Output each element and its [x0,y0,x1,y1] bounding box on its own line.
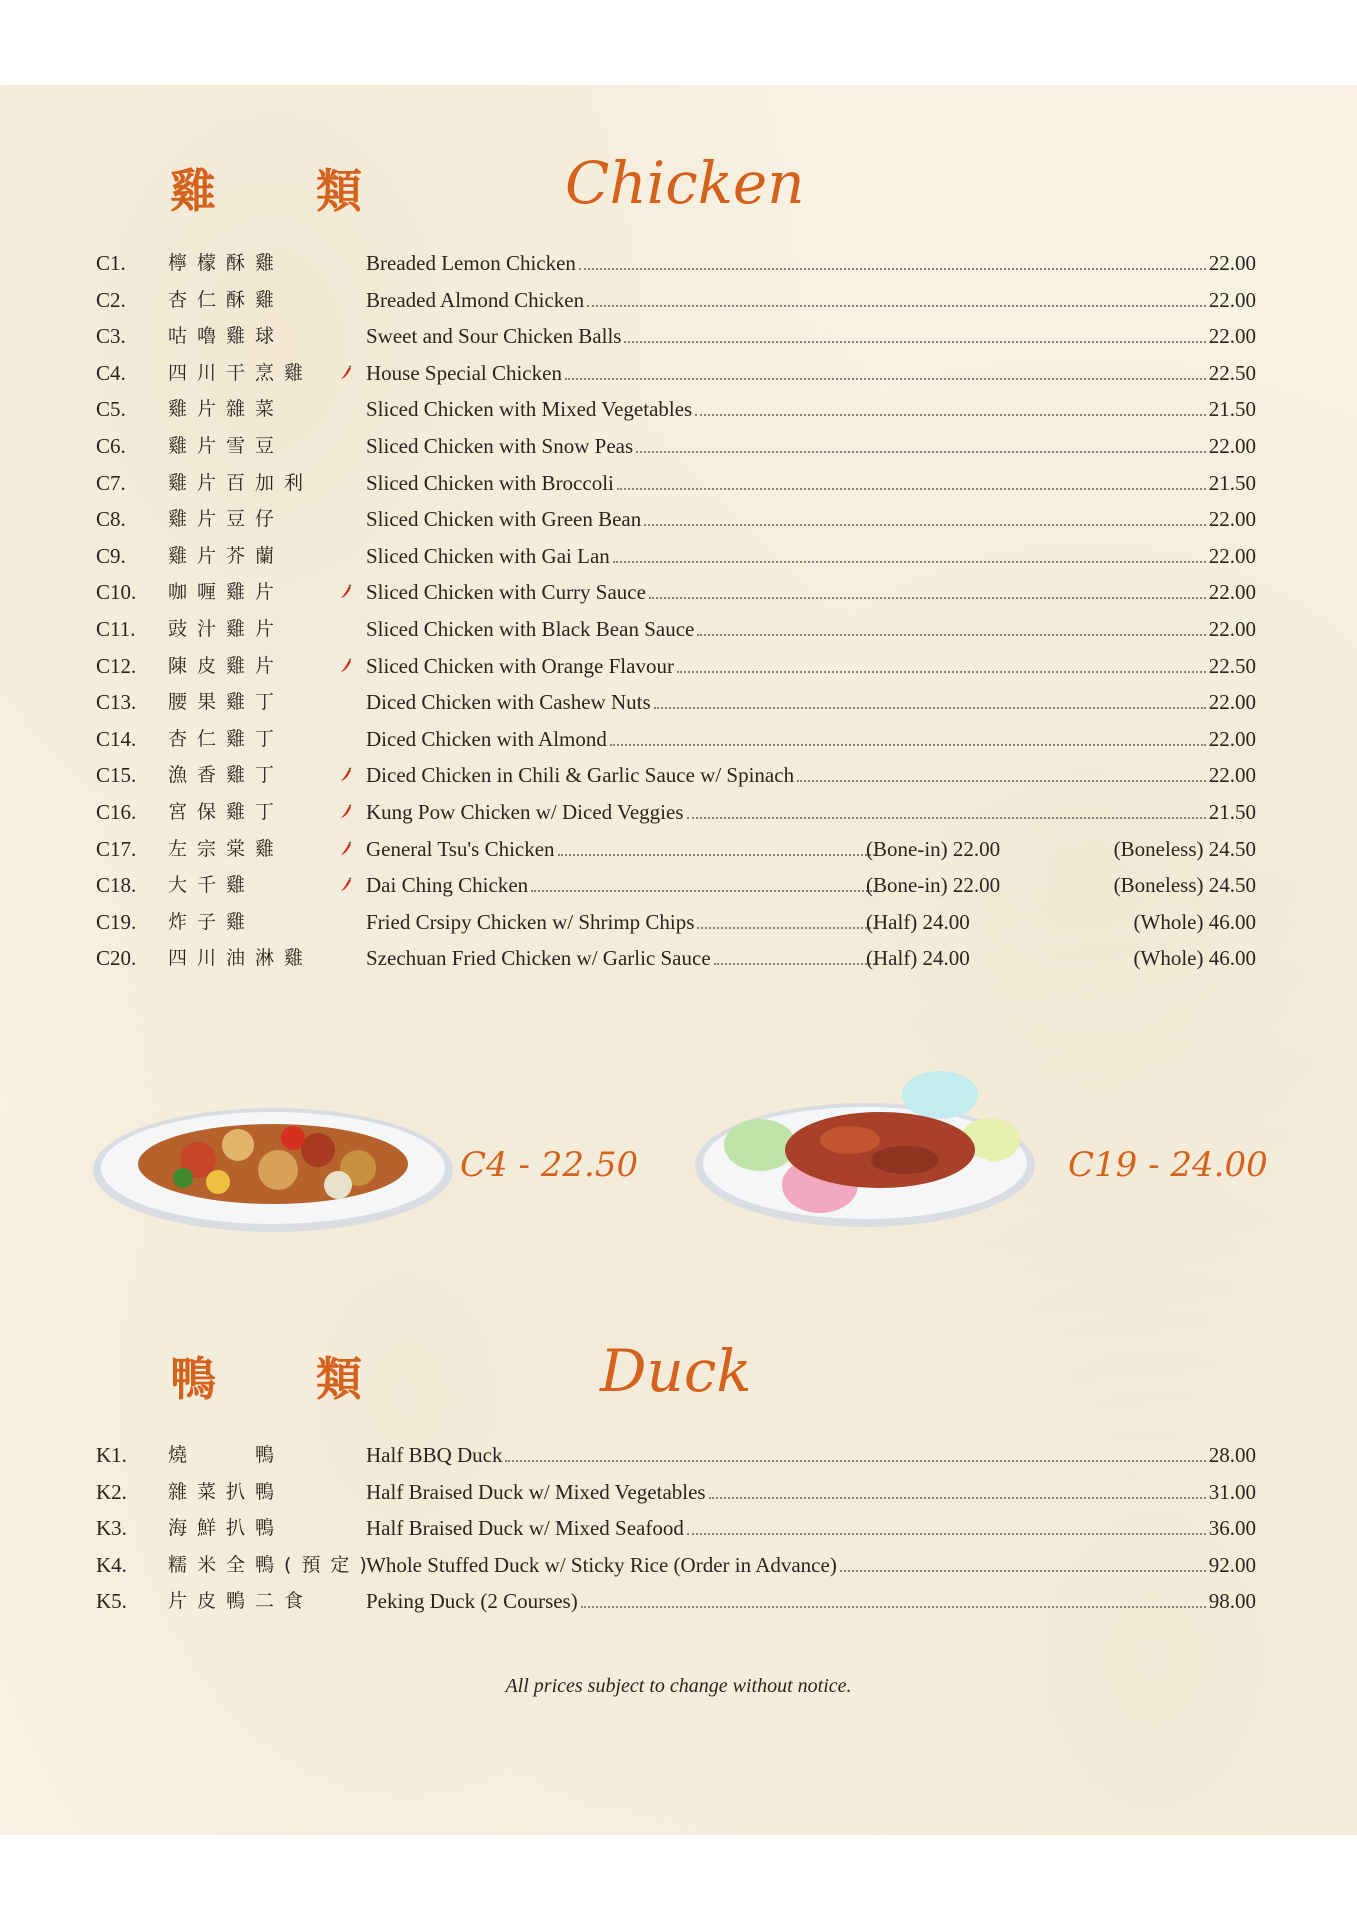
item-name-with-leader [366,831,878,868]
dot-leader [636,451,1206,453]
item-price-option-1: (Bone-in) 22.00 [866,873,1001,898]
item-name-with-leader [366,904,878,941]
photo-caption-c4: C4 - 22.50 [460,1145,639,1185]
dot-leader [624,341,1205,343]
item-code: C17. [96,836,137,861]
item-name-chinese: 四川干烹雞 [168,361,314,384]
dot-leader [649,597,1206,599]
item-name-with-leader [366,867,878,904]
item-price: 22.00 [1208,690,1256,715]
item-name: Diced Chicken in Chili & Garlic Sauce w/ Spinach [366,763,795,788]
dot-leader [610,744,1206,746]
item-name: Half Braised Duck w/ Mixed Seafood [366,1516,684,1541]
item-code: C5. [96,397,126,422]
menu-item-row [96,794,1256,831]
item-code: C19. [96,909,137,934]
item-code: K2. [96,1479,127,1504]
item-name-with-leader [366,1547,1256,1584]
item-name: Sliced Chicken with Black Bean Sauce [366,616,695,641]
item-name-with-leader [366,391,1256,428]
item-code: C20. [96,946,137,971]
item-name: Sliced Chicken with Orange Flavour [366,653,674,678]
duck-title-chinese: 鴨 類 [170,1352,405,1406]
item-name-chinese: 雞片豆仔 [168,508,285,531]
item-price: 22.00 [1208,580,1256,605]
item-code: C10. [96,580,137,605]
item-name: Kung Pow Chicken w/ Diced Veggies [366,799,684,824]
item-name: Whole Stuffed Duck w/ Sticky Rice (Order in Advance) [366,1552,837,1577]
menu-item-row [96,648,1256,685]
chili-pepper-icon [340,842,352,856]
menu-item-row [96,465,1256,502]
menu-item-row [96,391,1256,428]
item-code: C6. [96,433,126,458]
item-code: C2. [96,287,126,312]
item-name: Sliced Chicken with Mixed Vegetables [366,397,693,422]
item-name-with-leader [366,684,1256,721]
item-price: 22.00 [1208,433,1256,458]
item-price: 21.50 [1208,799,1256,824]
item-name: Diced Chicken with Almond [366,726,607,751]
menu-item-row [96,611,1256,648]
item-price: 98.00 [1208,1589,1256,1614]
item-price: 22.50 [1208,653,1256,678]
item-price: 21.50 [1208,397,1256,422]
item-name-with-leader [366,648,1256,685]
item-code: C13. [96,690,137,715]
menu-item-row [96,1437,1256,1474]
dot-leader [531,890,875,892]
dot-leader [644,524,1205,526]
item-name: General Tsu's Chicken [366,836,555,861]
item-price: 21.50 [1208,470,1256,495]
dot-leader [579,268,1206,270]
item-code: C1. [96,251,126,275]
price-disclaimer: All prices subject to change without notice. [505,1675,852,1697]
chicken-title-chinese: 雞 類 [170,164,405,218]
item-code: C18. [96,873,137,898]
item-price: 22.00 [1208,507,1256,532]
item-name-chinese: 腰果雞丁 [168,691,285,714]
menu-item-row [96,245,1256,282]
menu-item-row [96,355,1256,392]
item-name: Fried Crsipy Chicken w/ Shrimp Chips [366,909,695,934]
menu-page [0,85,1357,1835]
item-code: C4. [96,360,126,385]
item-name-with-leader [366,245,1256,282]
chicken-menu-list [96,245,1256,977]
item-name-with-leader [366,1510,1256,1547]
menu-item-row [96,318,1256,355]
item-name-chinese: 陳皮雞片 [168,654,285,677]
dot-leader [797,780,1206,782]
menu-item-row [96,904,1256,941]
item-name-with-leader [366,1437,1256,1474]
item-name-chinese: 燒 鴨 [168,1444,285,1466]
item-code: C3. [96,324,126,349]
item-code: K4. [96,1552,127,1577]
item-name: Sliced Chicken with Curry Sauce [366,580,646,605]
dot-leader [687,1533,1206,1535]
item-name-with-leader [366,501,1256,538]
menu-item-row [96,574,1256,611]
item-name: Breaded Lemon Chicken [366,251,576,275]
item-code: C16. [96,799,137,824]
duck-menu-list [96,1437,1256,1620]
item-price: 28.00 [1208,1443,1256,1467]
dot-leader [840,1570,1206,1572]
menu-item-row [96,1547,1256,1584]
item-code: C7. [96,470,126,495]
menu-item-row [96,538,1256,575]
item-name: Sliced Chicken with Gai Lan [366,543,610,568]
item-name-chinese: 雞片百加利 [168,471,314,494]
item-name-with-leader [366,428,1256,465]
item-price-option-2: (Boneless) 24.50 [1113,873,1256,898]
item-code: K1. [96,1443,127,1467]
item-name-with-leader [366,940,878,977]
item-name: Half Braised Duck w/ Mixed Vegetables [366,1479,706,1504]
chili-pepper-icon [340,878,352,892]
dot-leader [505,1460,1205,1462]
item-name: House Special Chicken [366,360,562,385]
item-code: C8. [96,507,126,532]
menu-item-row [96,940,1256,977]
item-name-chinese: 四川油淋雞 [168,947,314,970]
item-name-with-leader [366,757,1256,794]
item-price: 22.00 [1208,763,1256,788]
menu-item-row [96,757,1256,794]
menu-item-row [96,867,1256,904]
plate-house-special-chicken-image [88,1090,458,1240]
menu-item-row [96,1583,1256,1620]
item-name-chinese: 杏仁酥雞 [168,288,285,311]
item-name-chinese: 海鮮扒鴨 [168,1517,285,1540]
item-price: 22.00 [1208,287,1256,312]
item-name-chinese: 咖喱雞片 [168,581,285,604]
photo-caption-c19: C19 - 24.00 [1068,1145,1268,1185]
menu-item-row [96,282,1256,319]
item-name-chinese: 雞片雜菜 [168,398,285,421]
item-code: C15. [96,763,137,788]
item-name-with-leader [366,794,1256,831]
dish-photo-c4 [88,1090,458,1245]
dot-leader [654,707,1206,709]
item-name: Sliced Chicken with Green Bean [366,507,642,532]
chicken-title-english: Chicken [565,149,805,217]
menu-item-row [96,1510,1256,1547]
dot-leader [697,927,875,929]
item-name: Peking Duck (2 Courses) [366,1589,578,1614]
plate-fried-crispy-chicken-image [690,1055,1040,1235]
item-name-chinese: 咕嚕雞球 [168,325,285,348]
item-price-option-2: (Boneless) 24.50 [1113,836,1256,861]
item-code: K3. [96,1516,127,1541]
item-name-chinese: 片皮鴨二食 [168,1590,314,1613]
item-price: 22.00 [1208,616,1256,641]
chili-pepper-icon [340,659,352,673]
item-name-with-leader [366,355,1256,392]
item-name-chinese: 雜菜扒鴨 [168,1480,285,1503]
duck-title-english: Duck [600,1337,752,1405]
dot-leader [613,561,1206,563]
item-name-chinese: 炸子雞 [168,910,256,933]
item-name: Diced Chicken with Cashew Nuts [366,690,651,715]
dot-leader [714,963,875,965]
item-name-chinese: 宮保雞丁 [168,800,285,823]
menu-item-row [96,831,1256,868]
dot-leader [695,414,1206,416]
item-name-with-leader [366,721,1256,758]
dot-leader [558,854,875,856]
item-price-option-1: (Bone-in) 22.00 [866,836,1001,861]
item-name-with-leader [366,538,1256,575]
item-name-with-leader [366,282,1256,319]
item-name-chinese: 漁香雞丁 [168,764,285,787]
menu-item-row [96,684,1256,721]
item-name: Sliced Chicken with Snow Peas [366,433,634,458]
item-name-with-leader [366,574,1256,611]
menu-item-row [96,721,1256,758]
item-name: Sliced Chicken with Broccoli [366,470,614,495]
item-name: Breaded Almond Chicken [366,287,585,312]
item-code: C12. [96,653,137,678]
item-price-option-2: (Whole) 46.00 [1133,946,1256,971]
dot-leader [709,1497,1206,1499]
dot-leader [581,1606,1206,1608]
item-price-option-1: (Half) 24.00 [866,909,970,934]
item-price-option-2: (Whole) 46.00 [1133,909,1256,934]
item-price: 22.00 [1208,726,1256,751]
menu-item-row [96,501,1256,538]
dot-leader [697,634,1205,636]
item-price: 22.50 [1208,360,1256,385]
item-name-chinese: 雞片雪豆 [168,434,285,457]
item-price: 22.00 [1208,324,1256,349]
item-price: 22.00 [1208,543,1256,568]
chicken-section-heading [0,149,1357,235]
item-name: Sweet and Sour Chicken Balls [366,324,622,349]
chili-pepper-icon [340,768,352,782]
item-name-with-leader [366,1583,1256,1620]
item-price: 22.00 [1208,251,1256,275]
item-name: Szechuan Fried Chicken w/ Garlic Sauce [366,946,711,971]
item-name-with-leader [366,465,1256,502]
item-code: C14. [96,726,137,751]
menu-item-row [96,428,1256,465]
item-price-option-1: (Half) 24.00 [866,946,970,971]
item-name: Dai Ching Chicken [366,873,529,898]
dish-photo-c19 [690,1055,1040,1240]
chili-pepper-icon [340,366,352,380]
item-price: 92.00 [1208,1552,1256,1577]
item-price: 36.00 [1208,1516,1256,1541]
chili-pepper-icon [340,805,352,819]
item-name-chinese: 雞片芥蘭 [168,544,285,567]
menu-item-row [96,1474,1256,1511]
dot-leader [677,671,1206,673]
dot-leader [565,378,1206,380]
item-code: K5. [96,1589,127,1614]
dot-leader [617,488,1206,490]
item-name-chinese: 糯米全鴨(預定) [168,1553,377,1576]
item-name-chinese: 左宗棠雞 [168,837,285,860]
item-name-with-leader [366,1474,1256,1511]
item-name-chinese: 檸檬酥雞 [168,252,285,274]
item-name-with-leader [366,318,1256,355]
item-code: C11. [96,616,136,641]
dot-leader [687,817,1206,819]
item-name-chinese: 杏仁雞丁 [168,727,285,750]
dot-leader [587,305,1206,307]
item-name-with-leader [366,611,1256,648]
item-code: C9. [96,543,126,568]
item-name-chinese: 大千雞 [168,874,256,897]
item-price: 31.00 [1208,1479,1256,1504]
item-name-chinese: 豉汁雞片 [168,617,285,640]
duck-section-heading [0,1337,1357,1423]
item-name: Half BBQ Duck [366,1443,503,1467]
chili-pepper-icon [340,585,352,599]
